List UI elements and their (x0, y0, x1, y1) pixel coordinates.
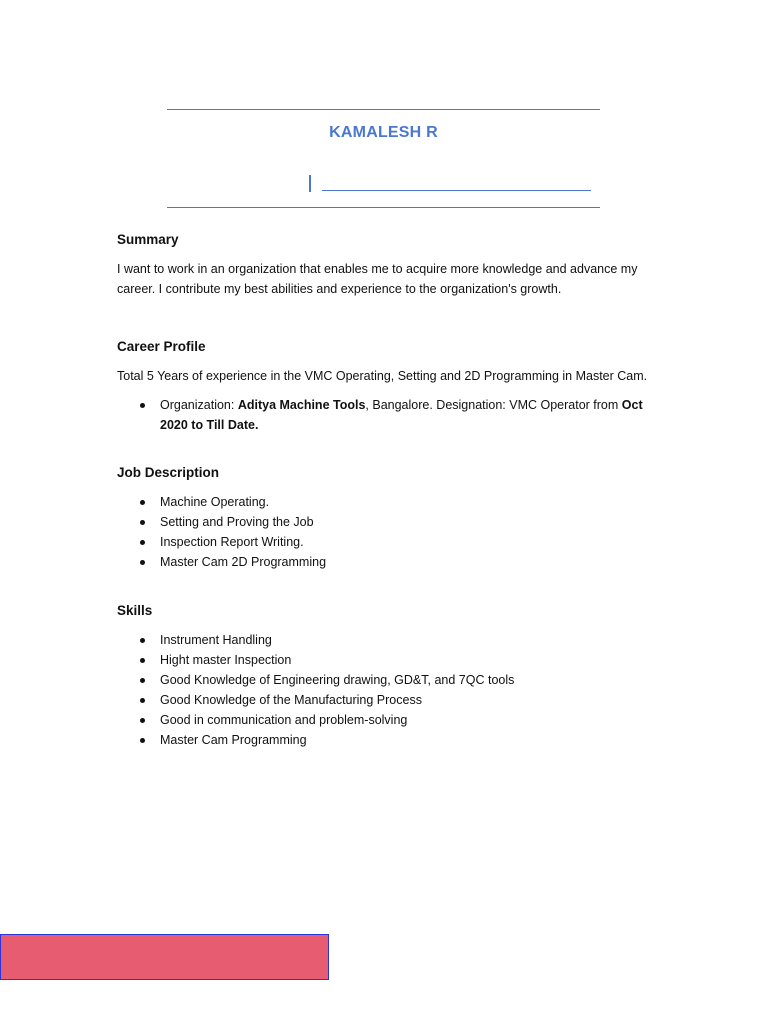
skill-item-text: Good Knowledge of Engineering drawing, GD&T, and 7QC tools (160, 673, 515, 687)
contact-underline (322, 190, 591, 191)
skill-item-text: Instrument Handling (160, 633, 272, 647)
candidate-name: KAMALESH R (329, 124, 438, 141)
job-description-heading: Job Description (117, 465, 220, 480)
header-bottom-rule (167, 207, 600, 208)
bullet-icon (140, 638, 145, 643)
career-profile-text: Total 5 Years of experience in the VMC Operating, Setting and 2D Programming in Master Cam. (117, 369, 648, 383)
contact-line (309, 172, 591, 192)
list-item (117, 492, 657, 512)
list-item (117, 532, 657, 552)
job-item-text: Inspection Report Writing. (160, 535, 304, 549)
skills-section (117, 601, 657, 750)
contact-separator (309, 175, 311, 192)
career-entries (117, 395, 657, 435)
summary-section (117, 230, 657, 299)
list-item (117, 512, 657, 532)
summary-text: I want to work in an organization that enables me to acquire more knowledge and advance my career. I contribute my best abilities and experience to the organization's growth. (117, 262, 638, 296)
bullet-icon (140, 718, 145, 723)
org-prefix: Organization: (160, 398, 238, 412)
list-item (117, 690, 657, 710)
bullet-icon (140, 678, 145, 683)
job-item-text: Master Cam 2D Programming (160, 555, 327, 569)
skills-heading: Skills (117, 603, 153, 618)
career-profile-section (117, 337, 657, 435)
bullet-icon (140, 500, 145, 505)
career-entry (117, 395, 657, 435)
job-description-list (117, 492, 657, 572)
job-item-text: Setting and Proving the Job (160, 515, 314, 529)
list-item (117, 730, 657, 750)
list-item (117, 552, 657, 572)
bullet-icon (140, 698, 145, 703)
skills-list (117, 630, 657, 750)
list-item (117, 650, 657, 670)
job-description-section (117, 463, 657, 572)
org-dates: Oct 2020 to Till Date. (160, 398, 643, 432)
bullet-icon (140, 738, 145, 743)
org-location-designation: , Bangalore. Designation: VMC Operator from (365, 398, 622, 412)
skill-item-text: Master Cam Programming (160, 733, 307, 747)
org-name: Aditya Machine Tools (237, 398, 366, 412)
resume-body (117, 230, 657, 750)
list-item (117, 630, 657, 650)
bullet-icon (140, 658, 145, 663)
bullet-icon (140, 403, 145, 408)
summary-heading: Summary (117, 232, 179, 247)
list-item (117, 670, 657, 690)
bullet-icon (140, 540, 145, 545)
bullet-icon (140, 520, 145, 525)
footer-banner (0, 934, 329, 980)
skill-item-text: Good Knowledge of the Manufacturing Process (160, 693, 422, 707)
bullet-icon (140, 560, 145, 565)
list-item (117, 710, 657, 730)
job-item-text: Machine Operating. (160, 495, 270, 509)
skill-item-text: Hight master Inspection (160, 653, 292, 667)
career-profile-heading: Career Profile (117, 339, 206, 354)
header-top-rule (167, 109, 600, 110)
skill-item-text: Good in communication and problem-solving (160, 713, 408, 727)
